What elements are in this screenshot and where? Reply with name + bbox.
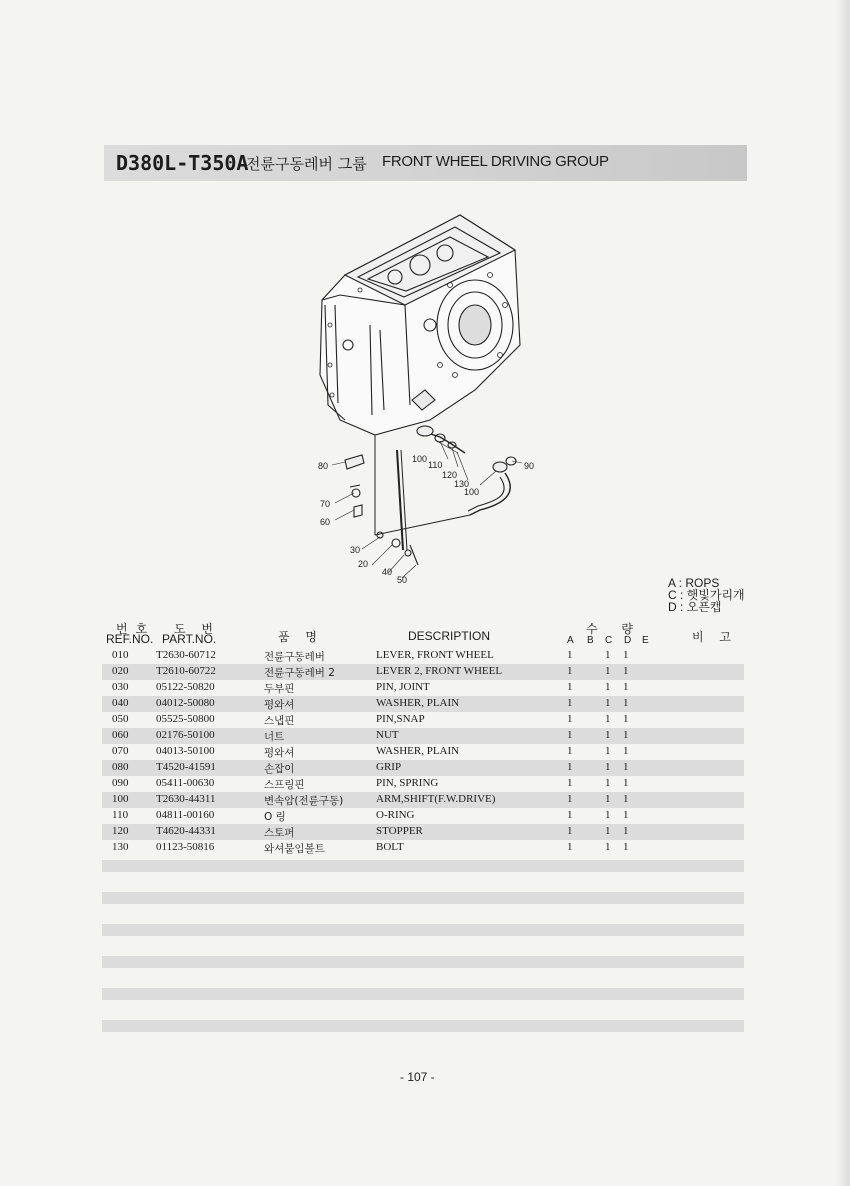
qty-a: 1 xyxy=(567,777,573,789)
title-bar xyxy=(104,145,747,181)
part-name-korean: 전륜구동레버 xyxy=(264,651,325,663)
description: ARM,SHIFT(F.W.DRIVE) xyxy=(376,793,496,805)
parts-diagram xyxy=(300,205,550,600)
callout-50: 50 xyxy=(397,575,408,585)
qty-c: 1 xyxy=(605,793,611,805)
callout-90: 90 xyxy=(524,461,535,471)
qty-d: 1 xyxy=(623,841,629,853)
ref-no: 010 xyxy=(112,649,129,661)
qty-c: 1 xyxy=(605,745,611,757)
ref-no: 090 xyxy=(112,777,129,789)
part-name-korean: O 링 xyxy=(264,811,286,823)
table-row xyxy=(102,664,744,680)
qty-c: 1 xyxy=(605,713,611,725)
part-no: 04013-50100 xyxy=(156,745,215,757)
ref-no: 040 xyxy=(112,697,129,709)
header-part-en: PART.NO. xyxy=(162,632,217,646)
part-no: 05525-50800 xyxy=(156,713,215,725)
table-row xyxy=(102,680,744,696)
ref-no: 130 xyxy=(112,841,129,853)
qty-a: 1 xyxy=(567,825,573,837)
callout-60: 60 xyxy=(320,517,331,527)
qty-c: 1 xyxy=(605,761,611,773)
callout-20: 20 xyxy=(358,559,369,569)
part-name-korean: 와셔붙임볼트 xyxy=(264,843,325,855)
callout-70: 70 xyxy=(320,499,331,509)
description: LEVER 2, FRONT WHEEL xyxy=(376,665,503,677)
ref-no: 110 xyxy=(112,809,129,821)
part-name-korean: 스냅핀 xyxy=(264,715,295,727)
qty-c: 1 xyxy=(605,681,611,693)
table-row xyxy=(102,696,744,712)
qty-a: 1 xyxy=(567,697,573,709)
part-no: 05411-00630 xyxy=(156,777,215,789)
header-description: DESCRIPTION xyxy=(408,629,491,643)
table-row xyxy=(102,712,744,728)
qty-d: 1 xyxy=(623,761,629,773)
qty-d: 1 xyxy=(623,713,629,725)
qty-c: 1 xyxy=(605,777,611,789)
qty-c: 1 xyxy=(605,841,611,853)
lever-drawing xyxy=(345,435,470,565)
group-title-english: FRONT WHEEL DRIVING GROUP xyxy=(382,153,609,170)
qty-a: 1 xyxy=(567,713,573,725)
shift-arm-drawing xyxy=(417,426,516,515)
empty-row-stripe xyxy=(102,892,744,904)
qty-d: 1 xyxy=(623,809,629,821)
table-row xyxy=(102,792,744,808)
description: PIN,SNAP xyxy=(376,713,425,725)
part-name-korean: 평와셔 xyxy=(264,699,295,711)
description: LEVER, FRONT WHEEL xyxy=(376,649,494,661)
empty-row-stripe xyxy=(102,924,744,936)
part-no: T4520-41591 xyxy=(156,761,216,773)
qty-a: 1 xyxy=(567,665,573,677)
description: O-RING xyxy=(376,809,415,821)
qty-d: 1 xyxy=(623,745,629,757)
header-col-b: B xyxy=(587,635,594,646)
header-qty-ko: 수 량 xyxy=(586,622,643,636)
table-row xyxy=(102,744,744,760)
part-no: T2630-44311 xyxy=(156,793,216,805)
qty-d: 1 xyxy=(623,777,629,789)
part-name-korean: 손잡이 xyxy=(264,763,295,775)
qty-a: 1 xyxy=(567,841,573,853)
header-col-e: E xyxy=(642,635,649,646)
empty-row-stripe xyxy=(102,860,744,872)
table-row xyxy=(102,824,744,840)
qty-c: 1 xyxy=(605,809,611,821)
table-row xyxy=(102,648,744,664)
parts-table xyxy=(102,648,744,856)
part-no: 05122-50820 xyxy=(156,681,215,693)
qty-a: 1 xyxy=(567,793,573,805)
qty-a: 1 xyxy=(567,681,573,693)
ref-no: 080 xyxy=(112,761,129,773)
part-name-korean: 전륜구동레버 2 xyxy=(264,667,335,679)
header-remarks-ko: 비 고 xyxy=(692,630,737,644)
callout-130: 130 xyxy=(454,479,470,489)
qty-a: 1 xyxy=(567,809,573,821)
page-edge-shadow xyxy=(836,0,850,1186)
description: GRIP xyxy=(376,761,402,773)
qty-a: 1 xyxy=(567,761,573,773)
table-row xyxy=(102,776,744,792)
part-name-korean: 너트 xyxy=(264,731,285,743)
part-no: T2610-60722 xyxy=(156,665,216,677)
ref-no: 050 xyxy=(112,713,129,725)
callout-120: 120 xyxy=(442,470,458,480)
header-col-c: C xyxy=(605,635,613,646)
empty-row-stripe xyxy=(102,988,744,1000)
ref-no: 030 xyxy=(112,681,129,693)
description: WASHER, PLAIN xyxy=(376,697,460,709)
empty-row-stripe xyxy=(102,1020,744,1032)
part-name-korean: 스프링핀 xyxy=(264,779,305,791)
qty-c: 1 xyxy=(605,697,611,709)
qty-a: 1 xyxy=(567,745,573,757)
part-no: T4620-44331 xyxy=(156,825,216,837)
part-name-korean: 변속암(전륜구동) xyxy=(264,795,344,807)
header-name-ko: 품 명 xyxy=(278,630,323,644)
legend-d: D : 오픈캡 xyxy=(668,600,722,614)
qty-a: 1 xyxy=(567,649,573,661)
model-code: D380L-T350A xyxy=(116,151,249,175)
qty-d: 1 xyxy=(623,729,629,741)
qty-c: 1 xyxy=(605,649,611,661)
header-col-a: A xyxy=(567,635,574,646)
description: PIN, SPRING xyxy=(376,777,439,789)
qty-d: 1 xyxy=(623,681,629,693)
part-no: 04012-50080 xyxy=(156,697,215,709)
description: WASHER, PLAIN xyxy=(376,745,460,757)
legend-a: A : ROPS xyxy=(668,576,720,590)
qty-d: 1 xyxy=(623,825,629,837)
ref-no: 120 xyxy=(112,825,129,837)
callout-30: 30 xyxy=(350,545,361,555)
description: NUT xyxy=(376,729,399,741)
description: PIN, JOINT xyxy=(376,681,430,693)
header-col-d: D xyxy=(624,635,632,646)
part-no: 02176-50100 xyxy=(156,729,215,741)
table-row xyxy=(102,760,744,776)
empty-row-stripe xyxy=(102,956,744,968)
qty-a: 1 xyxy=(567,729,573,741)
part-no: T2630-60712 xyxy=(156,649,216,661)
ref-no: 020 xyxy=(112,665,129,677)
page-number: - 107 - xyxy=(400,1070,435,1084)
header-part-ko: 도 번 xyxy=(174,622,219,636)
table-row xyxy=(102,808,744,824)
part-no: 04811-00160 xyxy=(156,809,215,821)
header-ref-en: REF.NO. xyxy=(106,632,154,646)
qty-c: 1 xyxy=(605,665,611,677)
part-name-korean: 두부핀 xyxy=(264,683,295,695)
transmission-housing-drawing xyxy=(320,215,520,435)
qty-c: 1 xyxy=(605,729,611,741)
callout-110: 110 xyxy=(428,460,443,470)
ref-no: 100 xyxy=(112,793,129,805)
legend-c: C : 햇빛가리개 xyxy=(668,588,745,602)
table-row xyxy=(102,728,744,744)
header-ref-ko: 번호 xyxy=(116,622,156,636)
qty-c: 1 xyxy=(605,825,611,837)
legend xyxy=(668,577,745,613)
description: STOPPER xyxy=(376,825,423,837)
callout-100-bottom: 100 xyxy=(464,487,480,497)
part-name-korean: 스토퍼 xyxy=(264,827,295,839)
callout-100-top: 100 xyxy=(412,454,428,464)
table-row xyxy=(102,840,744,856)
part-name-korean: 평와셔 xyxy=(264,747,295,759)
qty-d: 1 xyxy=(623,665,629,677)
part-no: 01123-50816 xyxy=(156,841,215,853)
description: BOLT xyxy=(376,841,404,853)
qty-d: 1 xyxy=(623,649,629,661)
callout-40: 40 xyxy=(382,567,393,577)
group-title-korean: 전륜구동레버 그룹 xyxy=(246,155,367,173)
callout-80: 80 xyxy=(318,461,329,471)
qty-d: 1 xyxy=(623,697,629,709)
ref-no: 070 xyxy=(112,745,129,757)
qty-d: 1 xyxy=(623,793,629,805)
ref-no: 060 xyxy=(112,729,129,741)
